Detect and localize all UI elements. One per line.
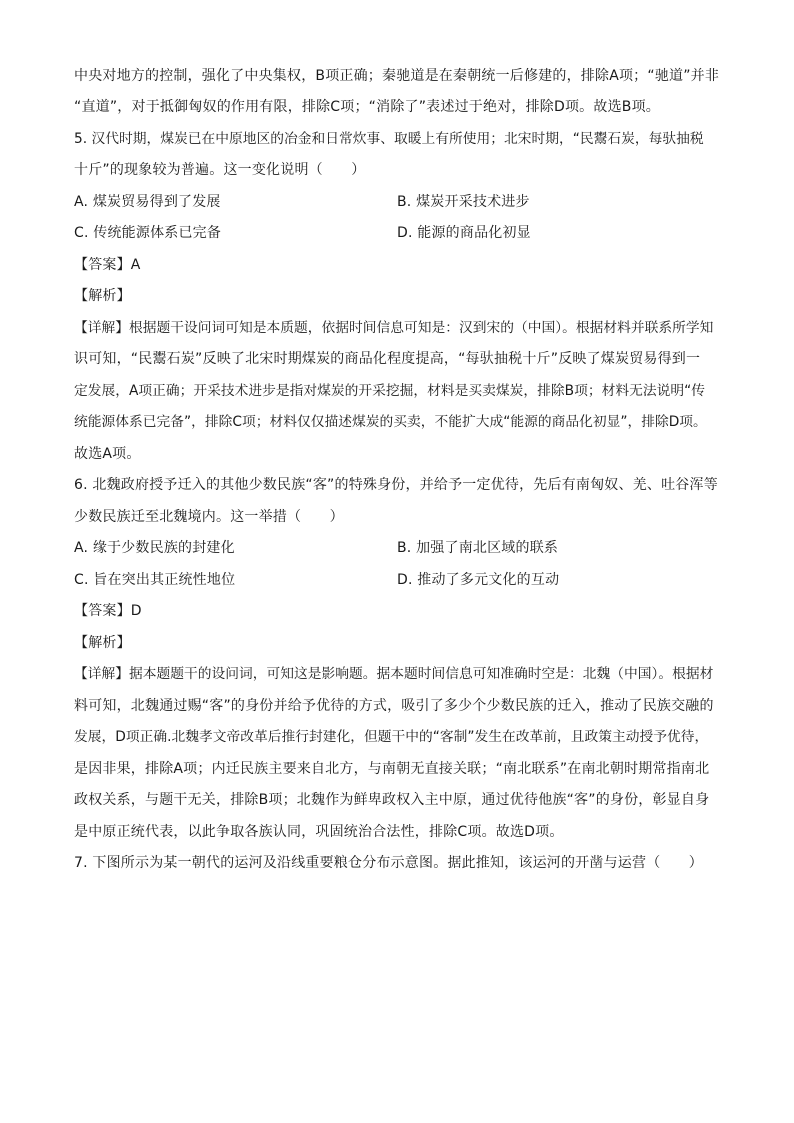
- q6-detail-line-3: 发展，D项正确.北魏孝文帝改革后推行封建化，但题干中的“客制”发生在改革前，且政策主动授予优待，: [74, 729, 709, 745]
- q5-analysis-label: 【解析】: [74, 288, 131, 304]
- q6-option-d: D. 推动了多元文化的互动: [397, 572, 560, 588]
- q6-option-b: B. 加强了南北区域的联系: [397, 540, 559, 556]
- q5-detail-line-3: 定发展，A项正确；开采技术进步是指对煤炭的开采挖掘，材料是买卖煤炭，排除B项；材料无法说明“传: [74, 383, 705, 399]
- prev-explanation-line-1: 中央对地方的控制，强化了中央集权，B项正确；秦驰道是在秦朝统一后修建的，排除A项；“驰道”并非: [74, 68, 720, 84]
- q5-detail-line-2: 识可知，“民鬻石炭”反映了北宋时期煤炭的商品化程度提高，“每驮抽税十斤”反映了煤炭贸易得到一: [74, 351, 701, 367]
- q6-option-c: C. 旨在突出其正统性地位: [74, 572, 236, 588]
- q6-detail-line-1: 【详解】据本题题干的设问词，可知这是影响题。据本题时间信息可知准确时空是：北魏（中国）。根据材: [74, 666, 714, 682]
- q6-option-a: A. 缘于少数民族的封建化: [74, 540, 235, 556]
- q6-answer: 【答案】D: [74, 603, 142, 619]
- q5-answer: 【答案】A: [74, 257, 141, 273]
- q6-stem-line-2: 少数民族迁至北魏境内。这一举措（ ）: [74, 509, 344, 525]
- q5-detail-line-4: 统能源体系已完备”，排除C项；材料仅仅描述煤炭的买卖，不能扩大成“能源的商品化初显”，排除D项。: [74, 414, 707, 430]
- q6-detail-line-5: 政权关系，与题干无关，排除B项；北魏作为鲜卑政权入主中原，通过优待他族“客”的身份，彰显自身: [74, 792, 710, 808]
- q5-detail-line-1: 【详解】根据题干设问词可知是本质题，依据时间信息可知是：汉到宋的（中国）。根据材料并联系所学知: [74, 320, 714, 336]
- q7-stem-line-1: 7. 下图所示为某一朝代的运河及沿线重要粮仓分布示意图。据此推知，该运河的开凿与运营（ ）: [74, 855, 704, 871]
- q6-detail-line-4: 是因非果，排除A项；内迁民族主要来自北方，与南朝无直接关联；“南北联系”在南北朝时期常指南北: [74, 761, 710, 777]
- q5-stem-line-1: 5. 汉代时期，煤炭已在中原地区的冶金和日常炊事、取暖上有所使用；北宋时期，“民鬻石炭，每驮抽税: [74, 131, 704, 147]
- prev-explanation-line-2: “直道”，对于抵御匈奴的作用有限，排除C项；“消除了”表述过于绝对，排除D项。故选B项。: [74, 99, 660, 115]
- q6-detail-line-6: 是中原正统代表，以此争取各族认同，巩固统治合法性，排除C项。故选D项。: [74, 824, 564, 840]
- q6-detail-line-2: 料可知，北魏通过赐“客”的身份并给予优待的方式，吸引了多少个少数民族的迁入，推动了民族交融的: [74, 698, 714, 714]
- q6-stem-line-1: 6. 北魏政府授予迁入的其他少数民族“客”的特殊身份，并给予一定优待，先后有南匈奴、羌、吐谷浑等: [74, 477, 718, 493]
- q5-option-d: D. 能源的商品化初显: [397, 225, 531, 241]
- q5-option-b: B. 煤炭开采技术进步: [397, 194, 530, 210]
- q5-option-c: C. 传统能源体系已完备: [74, 225, 222, 241]
- q5-detail-line-5: 故选A项。: [74, 446, 141, 462]
- q5-stem-line-2: 十斤”的现象较为普遍。这一变化说明（ ）: [74, 162, 366, 178]
- q6-analysis-label: 【解析】: [74, 635, 131, 651]
- q5-option-a: A. 煤炭贸易得到了发展: [74, 194, 221, 210]
